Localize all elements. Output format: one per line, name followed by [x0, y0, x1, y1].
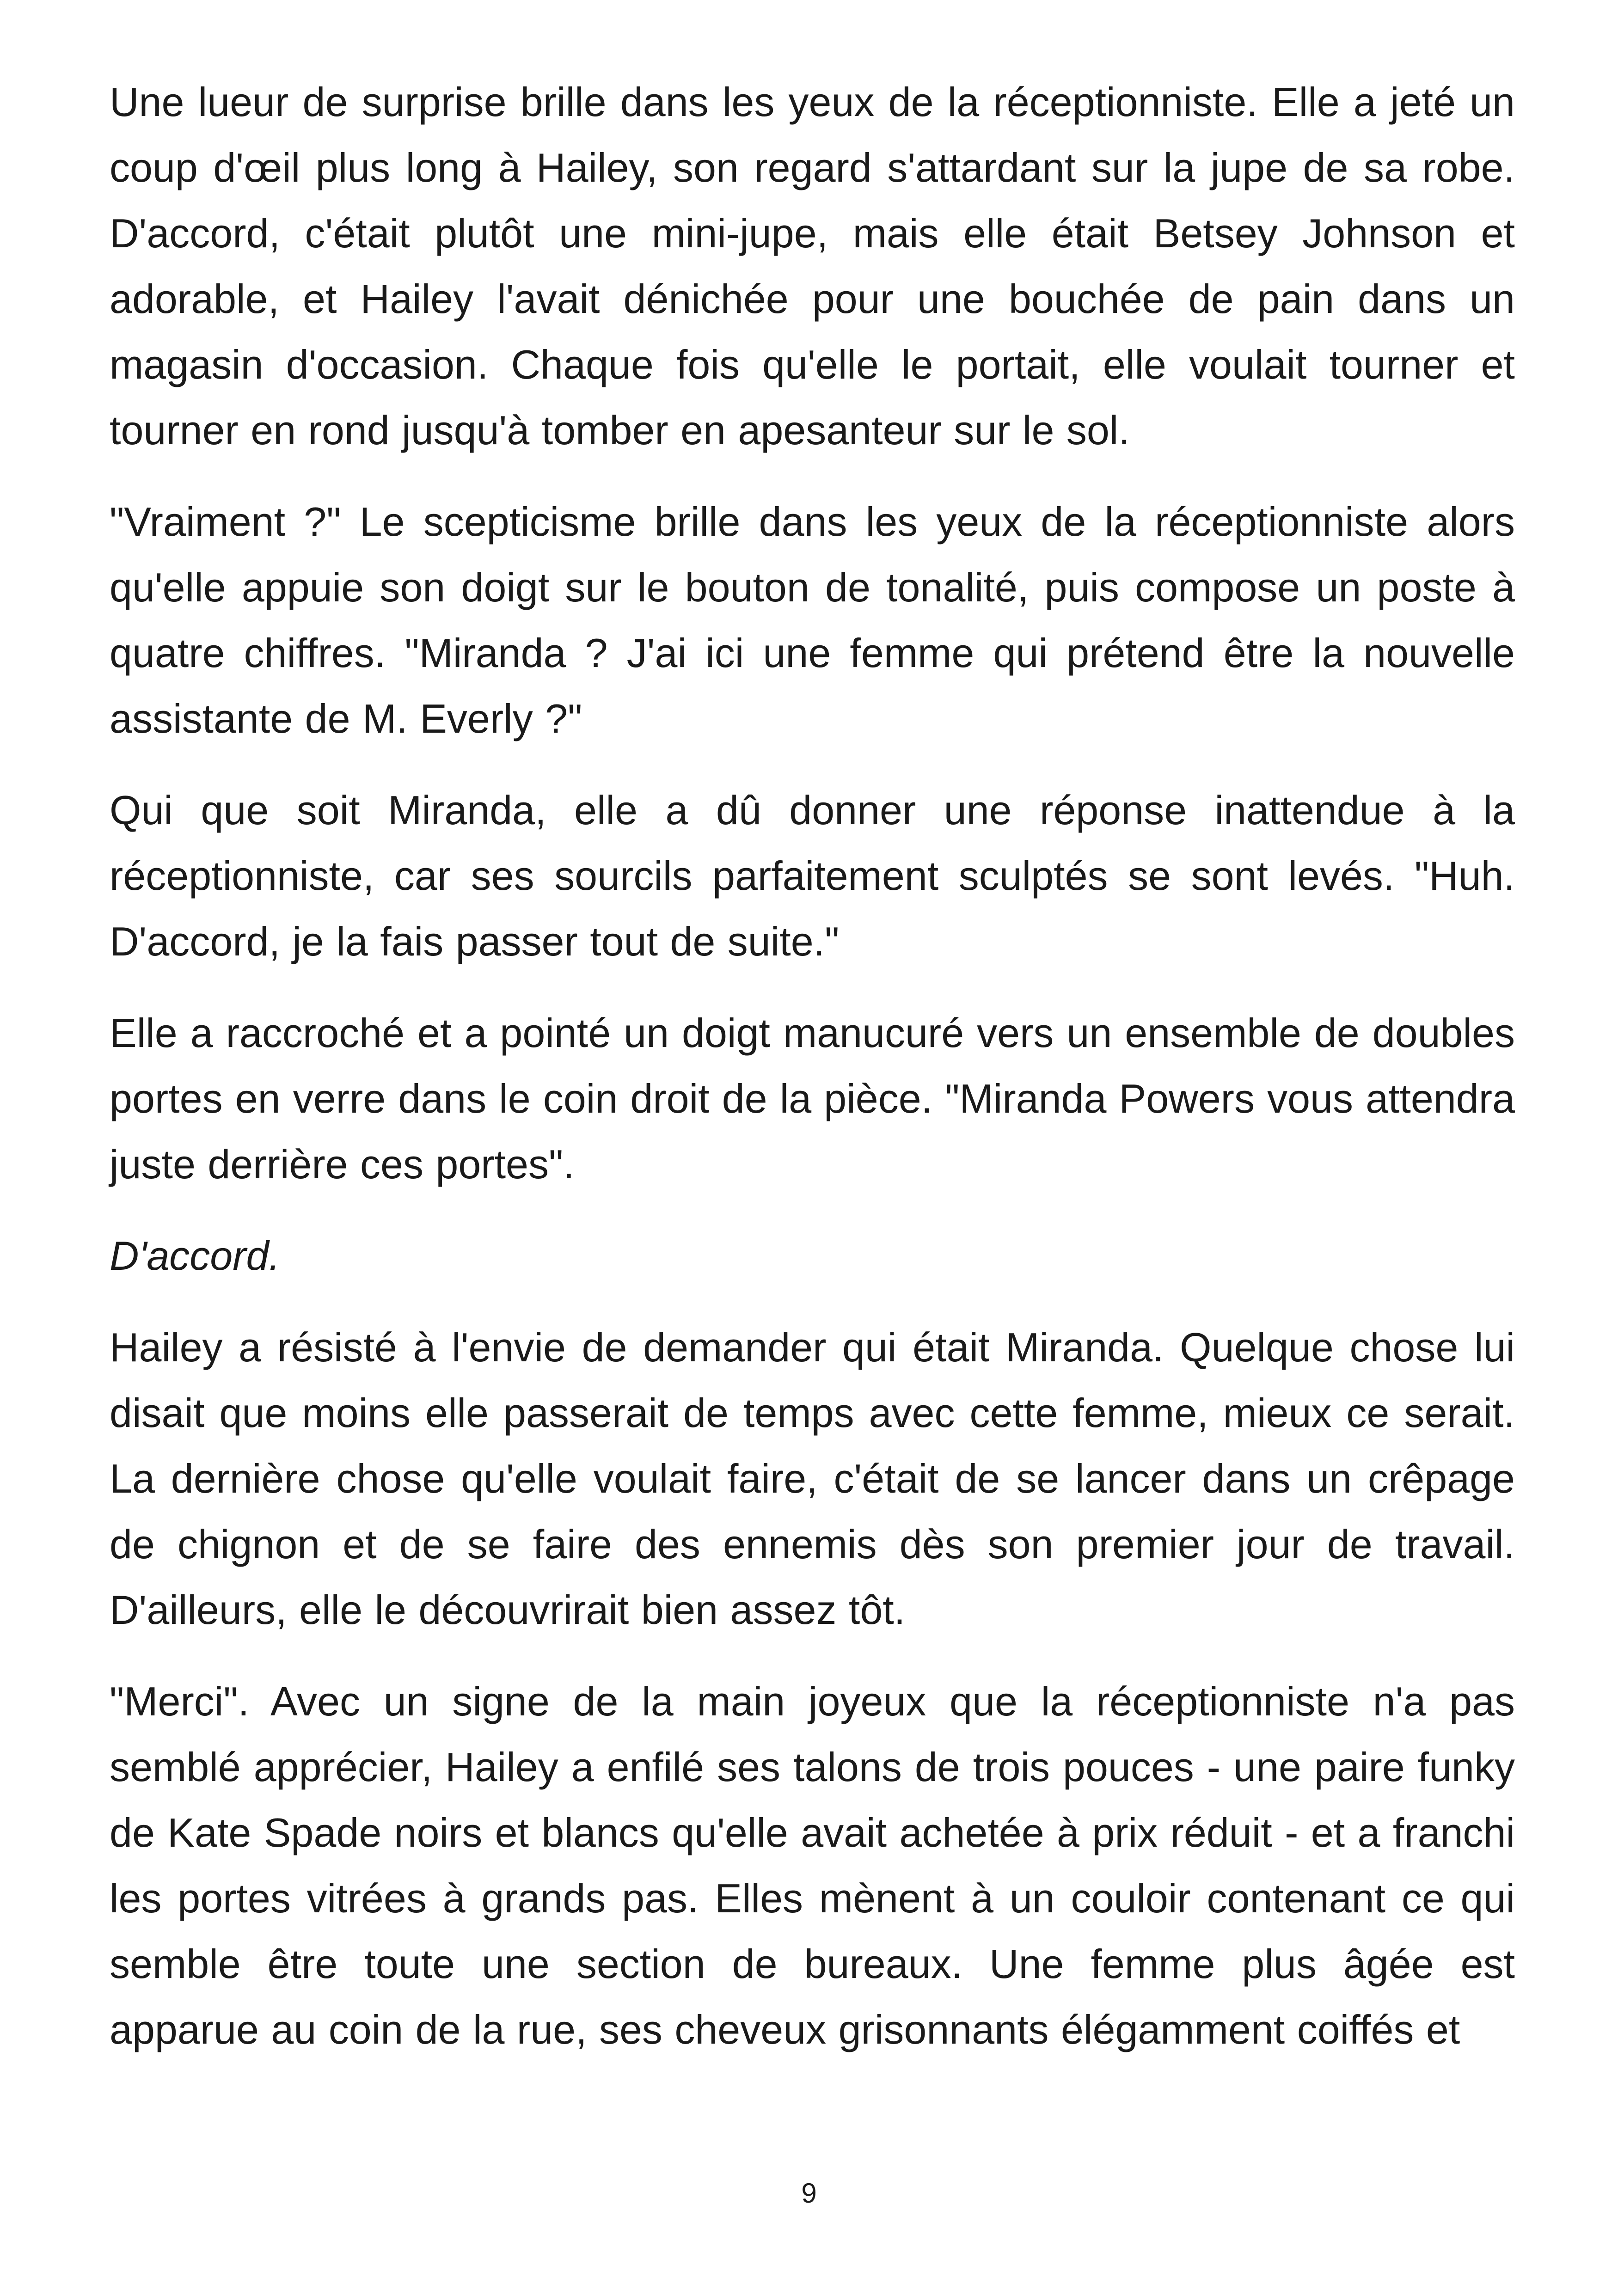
paragraph-3: Qui que soit Miranda, elle a dû donner une réponse inattendue à la réceptionniste, car ses sourcils parfaitement sculptés se sont levés. "Huh. D'accord, je la fais passer tout de suite." — [110, 787, 1515, 964]
paragraph-2: "Vraiment ?" Le scepticisme brille dans les yeux de la réceptionniste alors qu'elle appuie son doigt sur le bouton de tonalité, puis compose un poste à quatre chiffres. "Miranda ? J'ai ici une femme qui prétend être la nouvelle assistante de M. Everly ?" — [110, 499, 1515, 741]
paragraph-1: Une lueur de surprise brille dans les yeux de la réceptionniste. Elle a jeté un coup d'œil plus long à Hailey, son regard s'attardant sur la jupe de sa robe. D'accord, c'était plutôt une mini-jupe, mais elle était Betsey Johnson et adorable, et Hailey l'avait dénichée pour une bouchée de pain dans un magasin d'occasion. Chaque fois qu'elle le portait, elle voulait tourner et tourner en rond jusqu'à tomber en apesanteur sur le sol. — [110, 79, 1515, 453]
paragraph-5-italic: D'accord. — [110, 1233, 280, 1279]
paragraph-6: Hailey a résisté à l'envie de demander qui était Miranda. Quelque chose lui disait que moins elle passerait de temps avec cette femme, mieux ce serait. La dernière chose qu'elle voulait faire, c'était de se lancer dans un crêpage de chignon et de se faire des ennemis dès son premier jour de travail. D'ailleurs, elle le découvrirait bien assez tôt. — [110, 1324, 1515, 1633]
paragraph-7: "Merci". Avec un signe de la main joyeux que la réceptionniste n'a pas semblé apprécier, Hailey a enfilé ses talons de trois pouces - une paire funky de Kate Spade noirs et blancs qu'elle avait achetée à prix réduit - et a franchi les portes vitrées à grands pas. Elles mènent à un couloir contenant ce qui semble être toute une section de bureaux. Une femme plus âgée est apparue au coin de la rue, ses cheveux grisonnants élégamment coiffés et — [110, 1678, 1515, 2052]
page-number: 9 — [801, 2178, 817, 2209]
page-body — [110, 69, 1515, 2088]
paragraph-4: Elle a raccroché et a pointé un doigt manucuré vers un ensemble de doubles portes en verre dans le coin droit de la pièce. "Miranda Powers vous attendra juste derrière ces portes". — [110, 1010, 1515, 1187]
